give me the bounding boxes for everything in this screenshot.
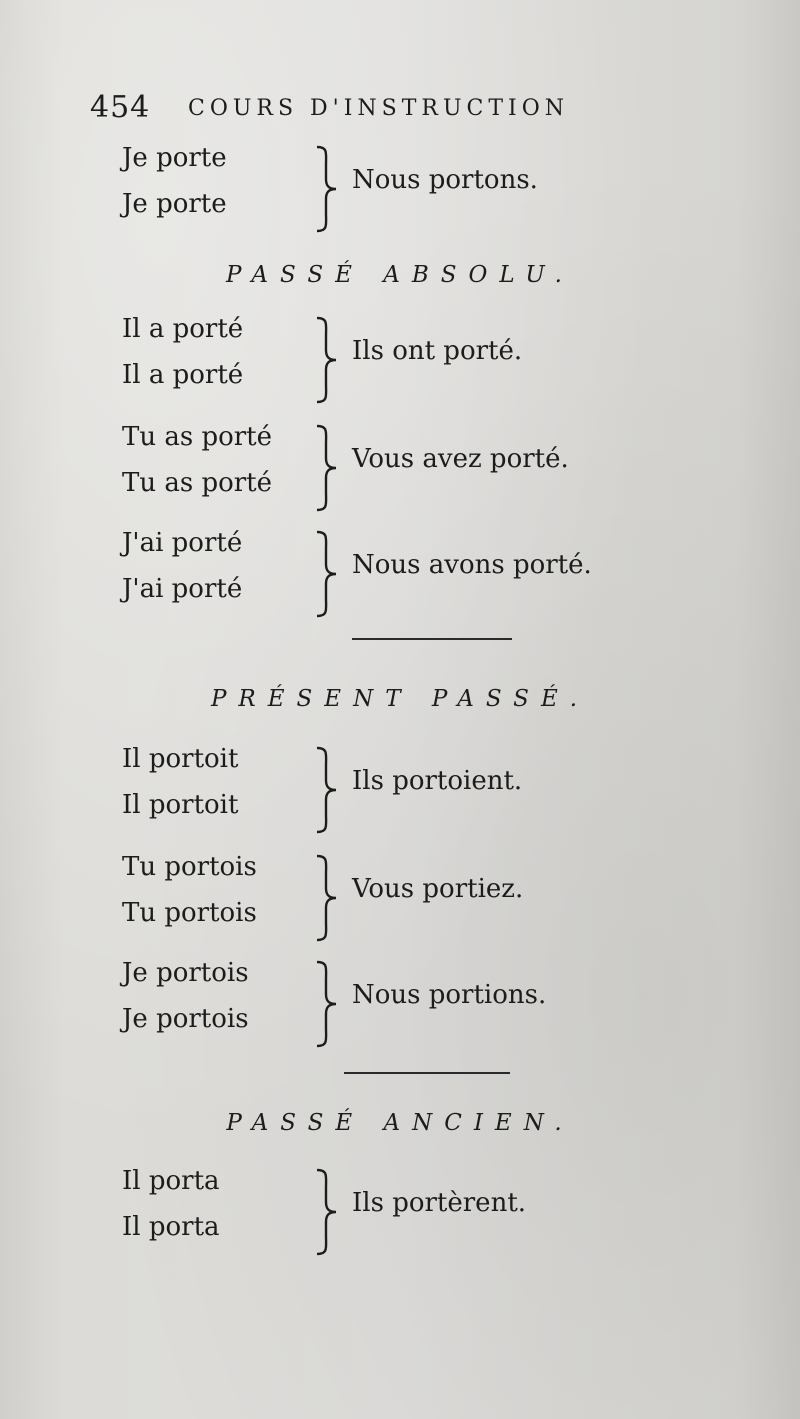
conjugation-group — [122, 143, 682, 243]
page-header — [90, 90, 690, 130]
singular-form: Je portois — [122, 1004, 249, 1034]
singular-form: Je porte — [122, 143, 227, 173]
plural-form: Nous avons porté. — [352, 550, 592, 580]
plural-form: Vous portiez. — [352, 874, 524, 904]
singular-form: Tu portois — [122, 898, 257, 928]
conjugation-group — [122, 422, 682, 522]
plural-form: Vous avez porté. — [352, 444, 569, 474]
singular-form: Il porta — [122, 1212, 220, 1242]
singular-form: J'ai porté — [122, 574, 243, 604]
right-brace-icon — [314, 316, 340, 404]
singular-form: Il portoit — [122, 744, 239, 774]
singular-form: Tu as porté — [122, 422, 273, 452]
singular-form: J'ai porté — [122, 528, 243, 558]
conjugation-group — [122, 528, 682, 628]
singular-form: Il a porté — [122, 314, 244, 344]
tense-heading: PASSÉ ANCIEN. — [226, 1110, 574, 1136]
right-brace-icon — [314, 854, 340, 942]
singular-form: Je porte — [122, 189, 227, 219]
plural-form: Nous portons. — [352, 165, 538, 195]
plural-form: Ils portoient. — [352, 766, 523, 796]
singular-form: Il portoit — [122, 790, 239, 820]
plural-form: Nous portions. — [352, 980, 547, 1010]
conjugation-group — [122, 852, 682, 952]
section-divider — [344, 1072, 510, 1074]
running-title: COURS D'INSTRUCTION — [188, 96, 569, 121]
conjugation-group — [122, 314, 682, 414]
right-brace-icon — [314, 746, 340, 834]
singular-form: Tu portois — [122, 852, 257, 882]
section-divider — [352, 638, 512, 640]
singular-form: Il porta — [122, 1166, 220, 1196]
conjugation-group — [122, 958, 682, 1058]
right-brace-icon — [314, 424, 340, 512]
right-brace-icon — [314, 530, 340, 618]
conjugation-group — [122, 1166, 682, 1266]
right-brace-icon — [314, 1168, 340, 1256]
plural-form: Ils ont porté. — [352, 336, 523, 366]
plural-form: Ils portèrent. — [352, 1188, 527, 1218]
singular-form: Il a porté — [122, 360, 244, 390]
right-brace-icon — [314, 960, 340, 1048]
right-brace-icon — [314, 145, 340, 233]
page-number: 454 — [90, 90, 151, 125]
conjugation-group — [122, 744, 682, 844]
tense-heading: PASSÉ ABSOLU. — [226, 262, 574, 288]
singular-form: Je portois — [122, 958, 249, 988]
singular-form: Tu as porté — [122, 468, 273, 498]
tense-heading: PRÉSENT PASSÉ. — [210, 686, 590, 712]
